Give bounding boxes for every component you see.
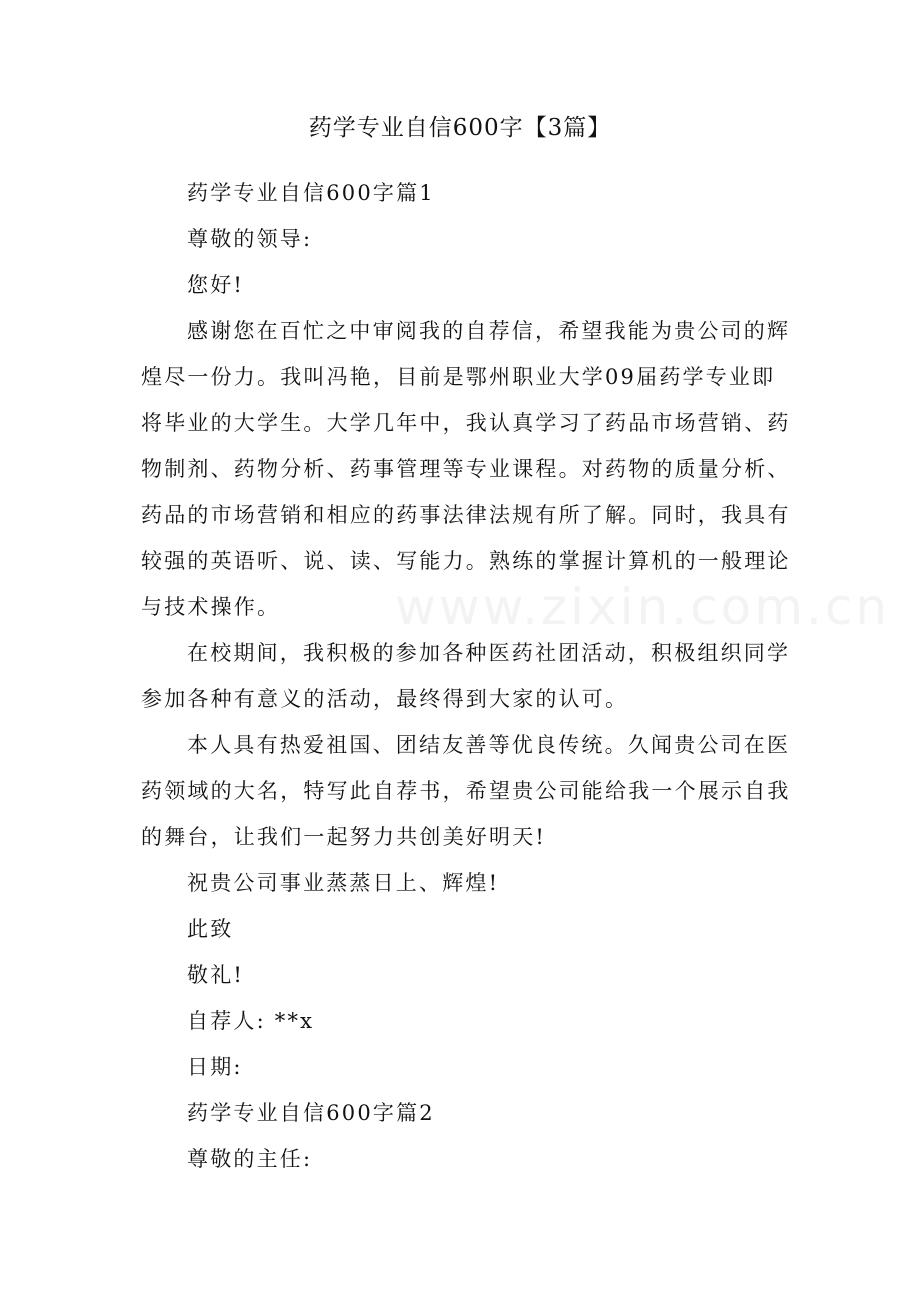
document-body — [141, 170, 791, 1182]
watermark: www.zixin.com.cn — [395, 578, 891, 636]
closing-line-1: 此致 — [187, 917, 234, 941]
salutation-1: 尊敬的领导: — [187, 227, 313, 251]
closing-line-2: 敬礼! — [187, 963, 245, 987]
date-line: 日期: — [187, 1055, 243, 1079]
paragraph-character: 本人具有热爱祖国、团结友善等优良传统。久闻贵公司在医药领域的大名，特写此自荐书，希望贵公司能给我一个展示自我的舞台，让我们一起努力共创美好明天! — [141, 733, 791, 849]
paragraph-campus: 在校期间，我积极的参加各种医药社团活动，积极组织同学参加各种有意义的活动，最终得到大家的认可。 — [141, 641, 791, 711]
signer-line: 自荐人: **x — [187, 1009, 315, 1033]
section-heading-1: 药学专业自信600字篇1 — [187, 181, 435, 205]
greeting-1: 您好! — [187, 273, 245, 297]
paragraph-intro: 感谢您在百忙之中审阅我的自荐信，希望我能为贵公司的辉煌尽一份力。我叫冯艳，目前是鄂州职业大学09届药学专业即将毕业的大学生。大学几年中，我认真学习了药品市场营销、药物制剂、药物分析、药事管理等专业课程。对药物的质量分析、药品的市场营销和相应的药事法律法规有所了解。同时，我具有较强的英语听、说、读、写能力。熟练的掌握计算机的一般理论与技术操作。 — [141, 319, 791, 619]
document-title: 药学专业自信600字【3篇】 — [308, 115, 612, 141]
section-heading-2: 药学专业自信600字篇2 — [187, 1101, 435, 1125]
salutation-2: 尊敬的主任: — [187, 1147, 313, 1171]
wish-line: 祝贵公司事业蒸蒸日上、辉煌! — [187, 871, 500, 895]
